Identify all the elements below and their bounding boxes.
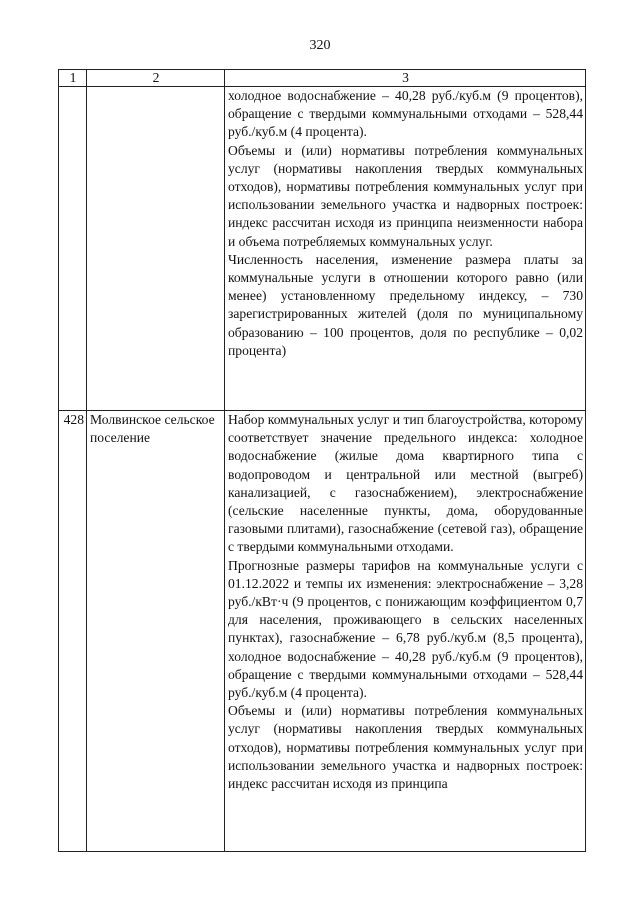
column-header-number: 1 [59,70,87,87]
column-header-description: 3 [225,70,586,87]
row-description [225,87,586,411]
description-paragraph: Объемы и (или) нормативы потребления коммунальных услуг (нормативы накопления твердых коммунальных отходов), нормативы потребления коммунальных услуг при использовании земельного участка и надворных построек: индекс рассчитан исходя из принципа неизменности набора и объема потребляемых коммунальных услуг. [228,142,583,249]
table-row [59,87,586,411]
row-number: 428 [59,411,87,852]
table-header-row [59,70,586,87]
description-paragraph: Набор коммунальных услуг и тип благоустройства, которому соответствует значение предельного индекса: холодное водоснабжение (жилые дома квартирного типа с водопроводом и центральной или местной (выгреб) канализацией, с газоснабжением), электроснабжение (сельские населенные пункты, дома, оборудованные газовыми плитами), газоснабжение (сетевой газ), обращение с твердыми коммунальными отходами. [228,412,583,555]
row-municipality-name: Молвинское сельское поселение [87,411,225,852]
row-number [59,87,87,411]
description-paragraph: Прогнозные размеры тарифов на коммунальные услуги с 01.12.2022 и темпы их изменения: электроснабжение – 3,28 руб./кВт·ч (9 процентов, с понижающим коэффициентом 0,7 для населения, проживающего в сельских населенных пунктах), газоснабжение – 6,78 руб./куб.м (8,5 процента), холодное водоснабжение – 40,28 руб./куб.м (9 процентов), обращение с твердыми коммунальными отходами – 528,44 руб./куб.м (4 процента). [228,557,583,701]
row-description [225,411,586,852]
tariff-table [58,69,586,852]
description-paragraph: Численность населения, изменение размера платы за коммунальные услуги в отношении которого равно (или менее) установленному предельному индексу, – 730 зарегистрированных жителей (доля по муниципальному образованию – 100 процентов, доля по республике – 0,02 процента) [228,251,583,358]
page-number: 320 [309,38,331,53]
description-paragraph: Объемы и (или) нормативы потребления коммунальных услуг (нормативы накопления твердых коммунальных отходов), нормативы потребления коммунальных услуг при использовании земельного участка и надворных построек: индекс рассчитан исходя из принципа [228,703,583,792]
description-paragraph: холодное водоснабжение – 40,28 руб./куб.м (9 процентов), обращение с твердыми коммунальными отходами – 528,44 руб./куб.м (4 процента). [228,88,583,140]
table-row [59,411,586,852]
column-header-name: 2 [87,70,225,87]
row-municipality-name [87,87,225,411]
